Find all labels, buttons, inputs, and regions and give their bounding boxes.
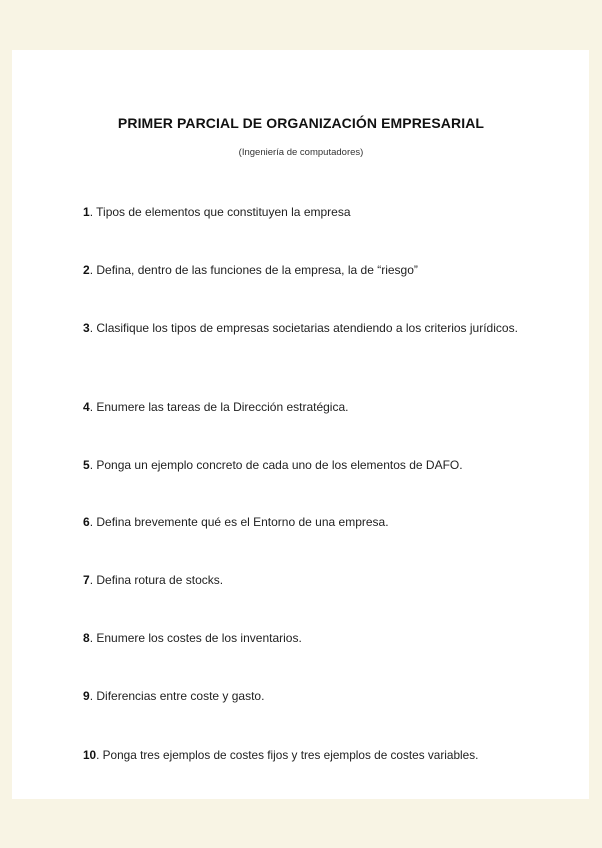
question-10	[83, 745, 563, 766]
question-6	[83, 512, 553, 533]
question-text: . Diferencias entre coste y gasto.	[89, 689, 265, 703]
question-text: . Defina rotura de stocks.	[89, 573, 224, 587]
question-number: 5	[83, 458, 90, 472]
document-subtitle: (Ingeniería de computadores)	[238, 147, 364, 158]
question-number: 2	[83, 263, 90, 277]
question-1	[83, 202, 553, 223]
question-text: . Ponga un ejemplo concreto de cada uno de los elementos de DAFO.	[89, 458, 463, 472]
question-number: 7	[83, 573, 90, 587]
question-2	[83, 260, 553, 281]
question-text: . Tipos de elementos que constituyen la empresa	[89, 205, 351, 219]
question-text: . Enumere los costes de los inventarios.	[89, 631, 302, 645]
question-number: 3	[83, 321, 90, 335]
document-title: PRIMER PARCIAL DE ORGANIZACIÓN EMPRESARIAL	[117, 115, 485, 131]
question-number: 8	[83, 631, 90, 645]
question-9	[83, 686, 553, 707]
question-text: . Clasifique los tipos de empresas societarias atendiendo a los criterios jurídicos.	[89, 321, 518, 335]
question-text: . Ponga tres ejemplos de costes fijos y tres ejemplos de costes variables.	[96, 748, 479, 762]
question-text: . Defina, dentro de las funciones de la empresa, la de “riesgo”	[89, 263, 418, 277]
question-text: . Defina brevemente qué es el Entorno de una empresa.	[89, 515, 389, 529]
question-4	[83, 397, 553, 418]
question-5	[83, 455, 553, 476]
question-3	[83, 318, 553, 339]
question-8	[83, 628, 553, 649]
question-text: . Enumere las tareas de la Dirección estratégica.	[89, 400, 349, 414]
question-number: 1	[83, 205, 90, 219]
question-number: 9	[83, 689, 90, 703]
question-number: 10	[83, 748, 97, 762]
question-7	[83, 570, 553, 591]
question-number: 6	[83, 515, 90, 529]
question-number: 4	[83, 400, 90, 414]
